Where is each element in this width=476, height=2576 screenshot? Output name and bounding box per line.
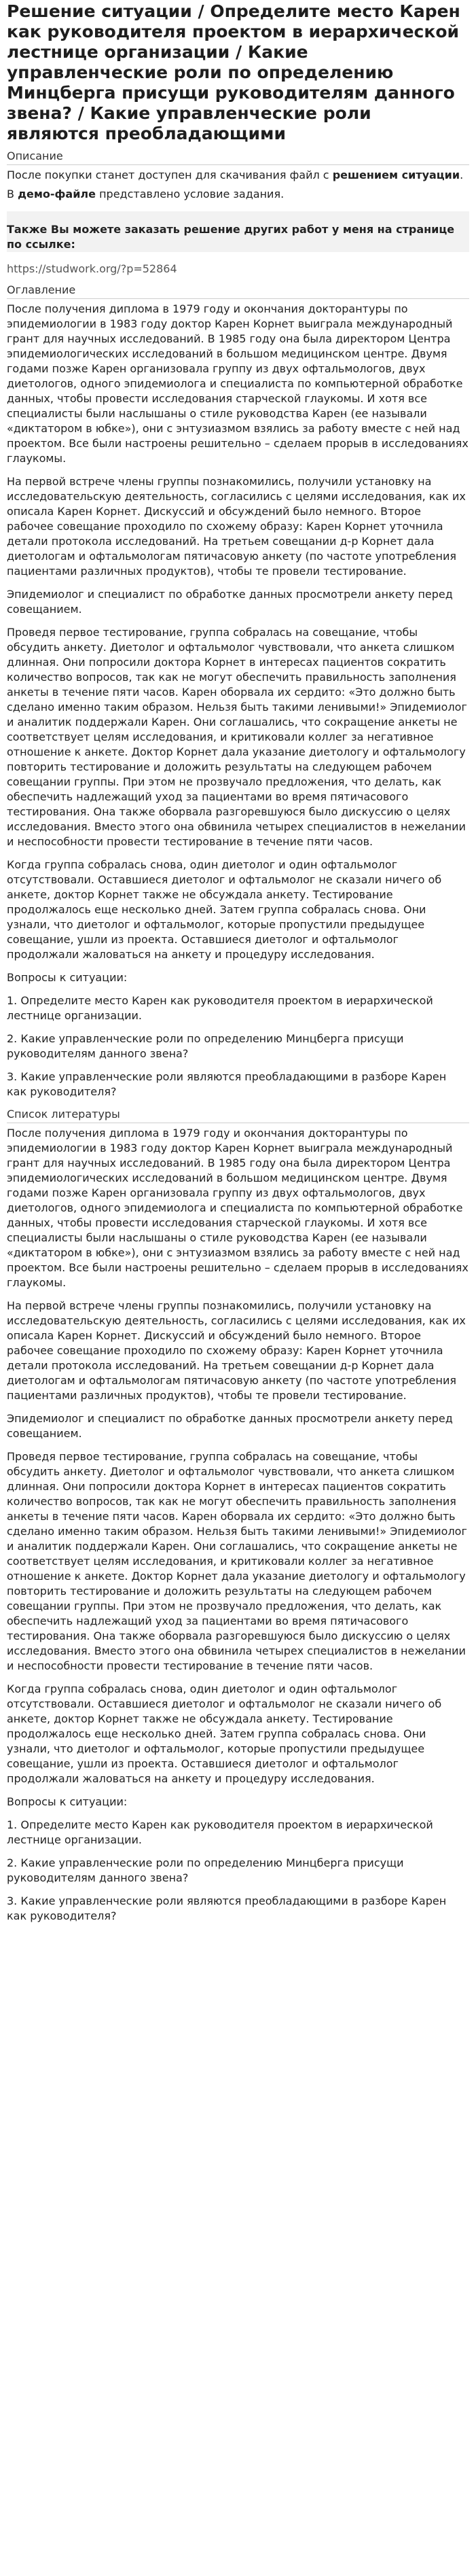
case-paragraph: Когда группа собралась снова, один диетолог и один офтальмолог отсутствовали. Оставшиеся диетолог и офтальмолог не сказали ничего об анкете, доктор Корнет также не обсуждала анкету. Тестирование продолжалось еще несколько дней. Затем группа собралась снова. Они узнали, что диетолог и офтальмолог, которые пропустили предыдущее совещание, ушли из проекта. Оставшиеся диетолог и офтальмолог продолжали жаловаться на анкету и процедуру исследования. <box>7 858 442 961</box>
description-line-2-text: В <box>7 188 18 200</box>
description-line-2-bold: демо-файле <box>18 188 96 200</box>
toc-heading: Оглавление <box>7 283 76 296</box>
question-item: 1. Определите место Карен как руководителя проектом в иерархической лестнице организации. <box>7 1818 433 1846</box>
case-paragraph: Проведя первое тестирование, группа собралась на совещание, чтобы обсудить анкету. Диетолог и офтальмолог чувствовали, что анкета слишком длинная. Они попросили доктора Корнет в интересах пациентов сократить количество вопросов, так как не могут обеспечить правильность заполнения анкеты в течение пяти часов. Карен оборвала их сердито: «Это должно быть сделано именно таким образом. Нельзя быть такими ленивыми!» Эпидемиолог и аналитик поддержали Карен. Они соглашались, что сокращение анкеты не соответствует целям исследования, и критиковали коллег за негативное отношение к анкете. Доктор Корнет дала указание диетологу и офтальмологу повторить тестирование и доложить результаты на следующем рабочем совещании группы. При этом не прозвучало предложения, что делать, как обеспечить надлежащий уход за пациентами во время пятичасового тестирования. Она также оборвала разгоревшуюся было дискуссию о целях исследования. Вместо этого она обвинила четырех специалистов в нежелании и неспособности провести тестирование в течение пяти часов. <box>7 626 467 848</box>
toc-content <box>7 302 469 1099</box>
case-paragraph: На первой встрече члены группы познакомились, получили установку на исследовательскую деятельность, согласились с целями исследования, как их описала Карен Корнет. Дискуссий и обсуждений было немного. Второе рабочее совещание проходило по схожему образу: Карен Корнет уточнила детали протокола исследований. На третьем совещании д-р Корнет дала диетологам и офтальмологам пятичасовую анкету (по частоте употребления пациентами различных продуктов), чтобы те провели тестирование. <box>7 1299 466 1402</box>
case-paragraph: Когда группа собралась снова, один диетолог и один офтальмолог отсутствовали. Оставшиеся диетолог и офтальмолог не сказали ничего об анкете, доктор Корнет также не обсуждала анкету. Тестирование продолжалось еще несколько дней. Затем группа собралась снова. Они узнали, что диетолог и офтальмолог, которые пропустили предыдущее совещание, ушли из проекта. Оставшиеся диетолог и офтальмолог продолжали жаловаться на анкету и процедуру исследования. <box>7 1682 442 1785</box>
description-line-1-bold: решением ситуации <box>332 169 460 181</box>
case-paragraph: Проведя первое тестирование, группа собралась на совещание, чтобы обсудить анкету. Диетолог и офтальмолог чувствовали, что анкета слишком длинная. Они попросили доктора Корнет в интересах пациентов сократить количество вопросов, так как не могут обеспечить правильность заполнения анкеты в течение пяти часов. Карен оборвала их сердито: «Это должно быть сделано именно таким образом. Нельзя быть такими ленивыми!» Эпидемиолог и аналитик поддержали Карен. Они соглашались, что сокращение анкеты не соответствует целям исследования, и критиковали коллег за негативное отношение к анкете. Доктор Корнет дала указание диетологу и офтальмологу повторить тестирование и доложить результаты на следующем рабочем совещании группы. При этом не прозвучало предложения, что делать, как обеспечить надлежащий уход за пациентами во время пятичасового тестирования. Она также оборвала разгоревшуюся было дискуссию о целях исследования. Вместо этого она обвинила четырех специалистов в нежелании и неспособности провести тестирование в течение пяти часов. <box>7 1450 467 1672</box>
description-line-1-suffix: . <box>460 169 464 181</box>
bibliography-heading: Список литературы <box>7 1108 120 1121</box>
case-paragraph: Эпидемиолог и специалист по обработке данных просмотрели анкету перед совещанием. <box>7 588 453 616</box>
order-link[interactable]: https://studwork.org/?p=52864 <box>7 262 177 275</box>
divider <box>7 298 469 299</box>
question-item: 2. Какие управленческие роли по определению Минцберга присущи руководителям данного звена? <box>7 1856 404 1884</box>
questions-heading: Вопросы к ситуации: <box>7 971 128 984</box>
description-line-2 <box>7 187 469 202</box>
page-title: Решение ситуации / Определите место Карен как руководителя проектом в иерархической лестнице организации / Какие управленческие роли по определению Минцберга присущи руководителям данного звена? / Какие управленческие роли являются преобладающими <box>7 1 460 143</box>
question-item: 1. Определите место Карен как руководителя проектом в иерархической лестнице организации. <box>7 994 433 1022</box>
order-box: Также Вы можете заказать решение других работ у меня на странице по ссылке: <box>7 211 469 252</box>
questions-heading: Вопросы к ситуации: <box>7 1795 128 1808</box>
bibliography-content <box>7 1126 469 1924</box>
description-line-1-text: После покупки станет доступен для скачивания файл с <box>7 169 333 181</box>
case-paragraph: После получения диплома в 1979 году и окончания докторантуры по эпидемиологии в 1983 году доктор Карен Корнет выиграла международный грант для научных исследований. В 1985 году она была директором Центра эпидемиологических исследований в большом медицинском центре. Двумя годами позже Карен организовала группу из двух офтальмологов, двух диетологов, одного эпидемиолога и специалиста по компьютерной обработке данных, чтобы провести исследования старческой глаукомы. И хотя все специалисты были наслышаны о стиле руководства Карен (ее называли «диктатором в юбке»), они с энтузиазмом взялись за работу вместе с ней над проектом. Все были настроены решительно – сделаем прорыв в исследованиях глаукомы. <box>7 1127 469 1289</box>
question-item: 3. Какие управленческие роли являются преобладающими в разборе Карен как руководителя? <box>7 1894 447 1922</box>
case-paragraph: На первой встрече члены группы познакомились, получили установку на исследовательскую деятельность, согласились с целями исследования, как их описала Карен Корнет. Дискуссий и обсуждений было немного. Второе рабочее совещание проходило по схожему образу: Карен Корнет уточнила детали протокола исследований. На третьем совещании д-р Корнет дала диетологам и офтальмологам пятичасовую анкету (по частоте употребления пациентами различных продуктов), чтобы те провели тестирование. <box>7 475 466 578</box>
case-paragraph: После получения диплома в 1979 году и окончания докторантуры по эпидемиологии в 1983 году доктор Карен Корнет выиграла международный грант для научных исследований. В 1985 году она была директором Центра эпидемиологических исследований в большом медицинском центре. Двумя годами позже Карен организовала группу из двух офтальмологов, двух диетологов, одного эпидемиолога и специалиста по компьютерной обработке данных, чтобы провести исследования старческой глаукомы. И хотя все специалисты были наслышаны о стиле руководства Карен (ее называли «диктатором в юбке»), они с энтузиазмом взялись за работу вместе с ней над проектом. Все были настроены решительно – сделаем прорыв в исследованиях глаукомы. <box>7 302 469 465</box>
description-line-2-suffix: представлено условие задания. <box>96 188 285 200</box>
description-line-1 <box>7 168 469 183</box>
question-item: 2. Какие управленческие роли по определению Минцберга присущи руководителям данного звена? <box>7 1032 404 1060</box>
divider <box>7 164 469 165</box>
description-heading: Описание <box>7 149 63 162</box>
case-paragraph: Эпидемиолог и специалист по обработке данных просмотрели анкету перед совещанием. <box>7 1412 453 1440</box>
question-item: 3. Какие управленческие роли являются преобладающими в разборе Карен как руководителя? <box>7 1070 447 1098</box>
